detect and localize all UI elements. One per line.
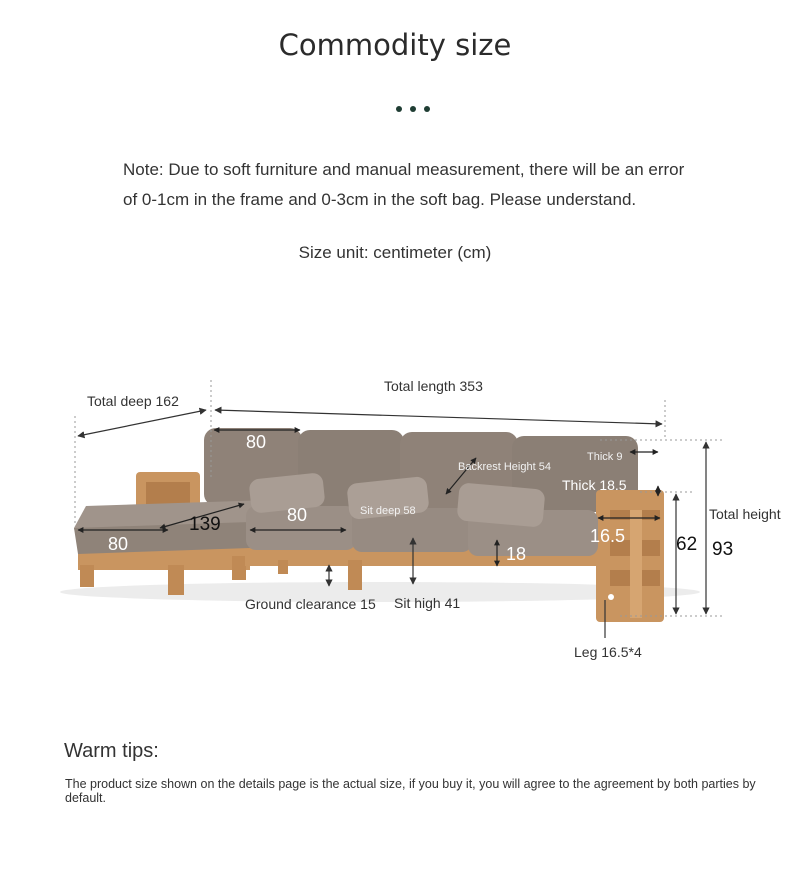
thick-9-label: Thick 9: [587, 451, 623, 463]
title-divider-dots: [396, 106, 430, 112]
sofa-dimension-diagram: [0, 360, 790, 670]
dot-icon: [424, 106, 430, 112]
total-height-label: Total height: [709, 506, 781, 522]
backrest-height-label: Backrest Height 54: [458, 461, 551, 473]
total-length-label: Total length 353: [384, 378, 483, 394]
warm-tips-text: The product size shown on the details page is the actual size, if you buy it, you will agree to the agreement by both parties by default.: [65, 777, 756, 805]
total-deep-label: Total deep 162: [87, 393, 179, 409]
chaise-139-label: 139: [189, 514, 221, 535]
total-height-value: 93: [712, 539, 734, 560]
height-62-label: 62: [676, 534, 698, 555]
page-title: Commodity size: [278, 28, 512, 62]
leg-label: Leg 16.5*4: [574, 644, 642, 660]
mid-80-label: 80: [287, 505, 308, 525]
dot-icon: [396, 106, 402, 112]
sit-deep-label: Sit deep 58: [360, 505, 416, 517]
thick-18-5-label: Thick 18.5: [562, 477, 627, 493]
size-unit: Size unit: centimeter (cm): [298, 243, 492, 262]
seat-18-label: 18: [506, 544, 527, 564]
arm-16-5-label: 16.5: [590, 526, 626, 546]
warm-tips-title: Warm tips:: [64, 740, 159, 762]
back-80-label: 80: [246, 432, 267, 452]
ground-clearance-label: Ground clearance 15: [245, 596, 376, 612]
measurement-note: Note: Due to soft furniture and manual measurement, there will be an error of 0-1cm in the frame and 0-3cm in the soft bag. Please understand.: [123, 160, 685, 209]
sit-high-label: Sit high 41: [394, 595, 461, 611]
total-length-arrow: [215, 410, 662, 424]
dot-icon: [410, 106, 416, 112]
total-deep-arrow: [78, 410, 206, 436]
chaise-80-label: 80: [108, 534, 129, 554]
